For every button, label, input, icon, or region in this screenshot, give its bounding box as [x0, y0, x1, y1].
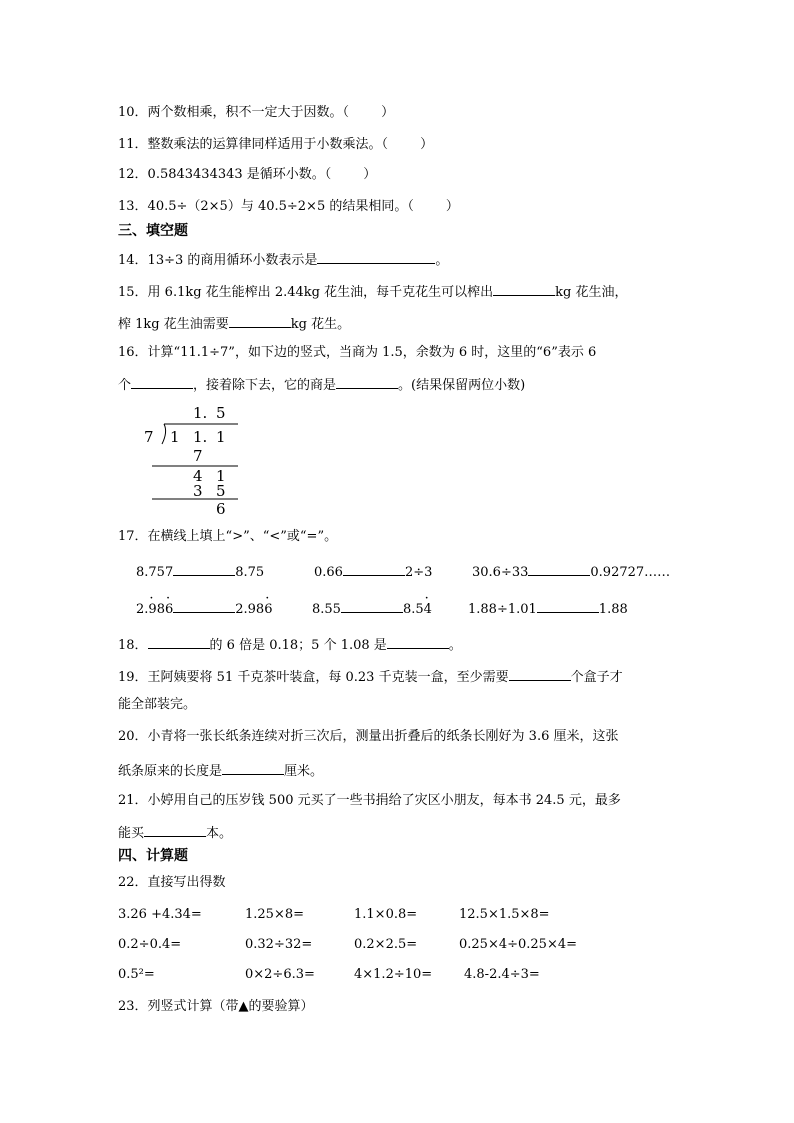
answer-blank[interactable] — [229, 313, 291, 328]
comparison-6: 1.88÷1.01 1.88 — [468, 598, 628, 619]
question-17: 17．在横线上填上“>”、“<”或“=”。 — [118, 529, 338, 544]
question-14: 14．13÷3 的商用循环小数表示是 。 — [118, 249, 448, 270]
answer-blank[interactable] — [493, 281, 555, 296]
quotient-digit: 1. — [193, 404, 208, 422]
question-20-line1: 20．小青将一张长纸条连续对折三次后，测量出折叠后的纸条长刚好为 3.6 厘米，这张 — [118, 729, 619, 744]
mental-math-item: 1.1×0.8= — [354, 907, 418, 922]
comparison-2: 0.66 2÷3 — [314, 561, 432, 582]
mental-math-item: 0×2÷6.3= — [245, 967, 315, 982]
answer-blank[interactable] — [336, 374, 398, 389]
dividend-digit: 1 — [170, 428, 180, 446]
quotient-digit: 5 — [216, 404, 226, 422]
mental-math-item: 0.32÷32= — [245, 937, 313, 952]
dividend-digit: 1 — [216, 428, 226, 446]
step-digit: 7 — [193, 447, 203, 465]
question-19-line2: 能全部装完。 — [118, 697, 197, 712]
mental-math-item: 0.25×4÷0.25×4= — [459, 937, 578, 952]
question-11: 11．整数乘法的运算律同样适用于小数乘法。（ ） — [118, 137, 434, 152]
repeating-digit: · 4 — [424, 601, 432, 619]
mental-math-item: 0.2×2.5= — [354, 937, 418, 952]
mental-math-item: 12.5×1.5×8= — [459, 907, 550, 922]
comparison-4: 2.· 98· 6 2.98· 6 — [136, 598, 272, 619]
mental-math-item: 0.2÷0.4= — [118, 937, 182, 952]
comparison-3: 30.6÷33 0.92727…… — [472, 561, 670, 582]
comparison-1: 8.757 8.75 — [136, 561, 264, 582]
section-fill-in-heading: 三、填空题 — [118, 223, 188, 239]
section-calculation-heading: 四、计算题 — [118, 848, 188, 864]
question-10: 10．两个数相乘，积不一定大于因数。（ ） — [118, 105, 395, 120]
comparison-5: 8.55 8.5· 4 — [312, 598, 432, 619]
answer-blank[interactable] — [131, 374, 193, 389]
mental-math-item: 4×1.2÷10= — [354, 967, 433, 982]
mental-math-item: 1.25×8= — [245, 907, 305, 922]
question-23: 23．列竖式计算（带▲的要验算） — [118, 999, 314, 1014]
question-16-line2: 个 ，接着除下去，它的商是 。(结果保留两位小数) — [118, 374, 525, 395]
mental-math-item: 0.5²= — [118, 967, 155, 982]
repeating-digit: · 6 — [264, 601, 272, 619]
answer-blank[interactable] — [173, 598, 235, 613]
division-bracket — [162, 424, 166, 444]
answer-blank[interactable] — [537, 598, 599, 613]
question-16-line1: 16．计算“11.1÷7”，如下边的竖式，当商为 1.5，余数为 6 时，这里的“6”表示 6 — [118, 345, 597, 360]
question-21-line1: 21．小婷用自己的压岁钱 500 元买了一些书捐给了灾区小朋友，每本书 24.5 元，最多 — [118, 793, 621, 808]
answer-blank[interactable] — [509, 666, 571, 681]
question-15-line1: 15．用 6.1kg 花生能榨出 2.44kg 花生油，每千克花生可以榨出 kg 花生油， — [118, 281, 627, 302]
question-19-line1: 19．王阿姨要将 51 千克茶叶装盒，每 0.23 千克装一盒，至少需要 个盒子才 — [118, 666, 623, 687]
repeating-digit: · 9 — [148, 601, 156, 619]
question-20-line2: 纸条原来的长度是 厘米。 — [118, 760, 323, 781]
question-21-line2: 能买 本。 — [118, 822, 232, 843]
answer-blank[interactable] — [528, 561, 590, 576]
mental-math-item: 3.26 +4.34= — [118, 907, 202, 922]
answer-blank[interactable] — [222, 760, 284, 775]
answer-blank[interactable] — [343, 561, 405, 576]
step-digit: 6 — [216, 500, 226, 518]
repeating-digit: · 6 — [165, 601, 173, 619]
question-18: 18． 的 6 倍是 0.18；5 个 1.08 是 。 — [118, 634, 462, 655]
step-digit: 1 — [216, 467, 226, 485]
mental-math-item: 4.8-2.4÷3= — [464, 967, 540, 982]
answer-blank[interactable] — [317, 249, 435, 264]
divisor: 7 — [144, 428, 154, 446]
step-digit: 3 — [193, 482, 203, 500]
question-15-line2: 榨 1kg 花生油需要 kg 花生。 — [118, 313, 350, 334]
question-12: 12．0.5843434343 是循环小数。（ ） — [118, 167, 377, 182]
answer-blank[interactable] — [173, 561, 235, 576]
question-22: 22．直接写出得数 — [118, 875, 226, 890]
long-division-diagram — [140, 400, 250, 518]
answer-blank[interactable] — [387, 634, 449, 649]
answer-blank[interactable] — [148, 634, 210, 649]
step-digit: 4 — [193, 467, 203, 485]
question-13: 13．40.5÷（2×5）与 40.5÷2×5 的结果相同。（ ） — [118, 199, 459, 214]
answer-blank[interactable] — [341, 598, 403, 613]
step-digit: 5 — [216, 482, 226, 500]
dividend-digit: 1. — [193, 428, 208, 446]
answer-blank[interactable] — [144, 822, 206, 837]
